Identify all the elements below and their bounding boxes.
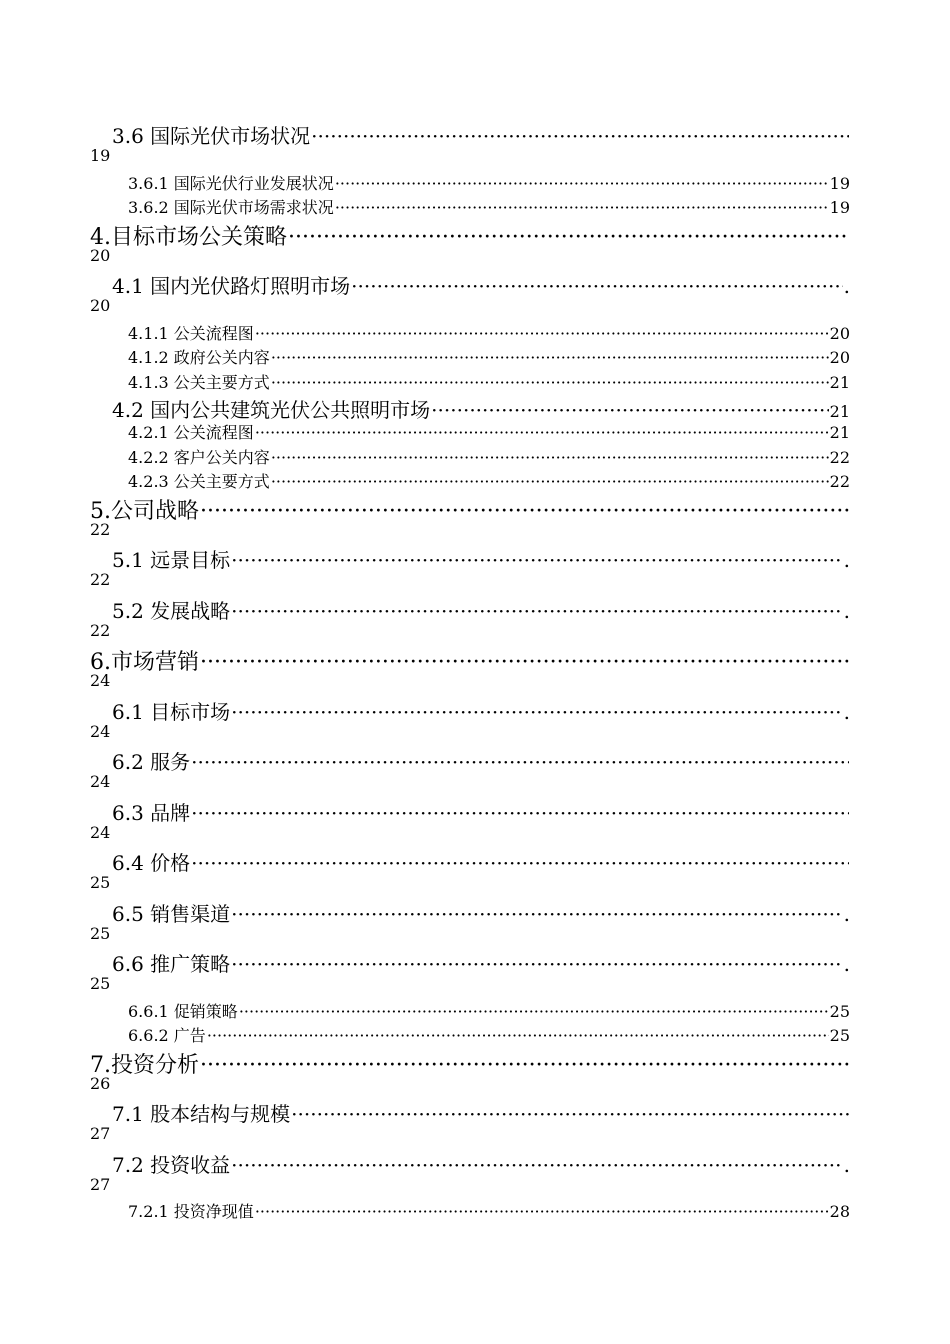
leader-end-mark: . (843, 598, 850, 623)
toc-entry-title: 6.6.2 广告 (128, 1026, 206, 1045)
toc-page-number: 20 (829, 323, 850, 343)
toc-entry-title: 6.2 服务 (112, 750, 191, 774)
dot-leader (200, 499, 849, 524)
toc-entry-title: 6.6.1 促销策略 (128, 1001, 238, 1021)
dot-leader (335, 174, 829, 193)
dot-leader (271, 348, 829, 367)
leader-end-mark: . (843, 1152, 850, 1177)
toc-entry-title: 6.1 目标市场 (112, 699, 231, 724)
dot-leader (200, 650, 849, 675)
toc-entry-line (112, 544, 850, 573)
toc-entry-line (128, 345, 850, 368)
toc-entry-line (128, 195, 850, 218)
toc-page-number: 20 (829, 348, 850, 367)
toc-entry-title: 7.2.1 投资净现值 (128, 1202, 254, 1221)
toc-entry-line (112, 1098, 850, 1127)
toc-entry-line (90, 220, 850, 251)
toc-entry-title: 4.1.1 公关流程图 (128, 323, 254, 343)
toc-entry-line (128, 445, 850, 468)
toc-page-number: 24 (90, 721, 111, 741)
toc-entry-line (128, 321, 850, 344)
toc-entry-line (128, 1199, 850, 1222)
dot-leader (255, 324, 829, 343)
toc-page-number: 21 (829, 402, 850, 421)
toc-entry-title: 7.2 投资收益 (112, 1152, 231, 1177)
dot-leader (231, 700, 842, 724)
toc-entry-title: 3.6.2 国际光伏市场需求状况 (128, 198, 334, 217)
toc-page-number: 20 (90, 296, 111, 315)
toc-entry-title: 7.1 股本结构与规模 (112, 1102, 291, 1126)
dot-leader (191, 851, 849, 875)
toc-entry-line (90, 494, 850, 525)
leader-end-mark: . (843, 901, 850, 926)
toc-entry-line (112, 595, 850, 624)
toc-entry-line (112, 696, 850, 725)
toc-entry-line (128, 370, 850, 393)
toc-page-number: 25 (90, 873, 111, 892)
dot-leader (431, 398, 828, 422)
toc-page-number: 22 (90, 620, 111, 640)
toc-entry-line (128, 469, 850, 492)
toc-page-number: 25 (90, 974, 111, 993)
toc-page-number: 26 (90, 1073, 111, 1093)
toc-entry-title: 6.6 推广策略 (112, 952, 231, 976)
dot-leader (351, 274, 842, 298)
leader-end-mark: . (843, 274, 850, 298)
toc-entry-title: 3.6 国际光伏市场状况 (112, 124, 311, 148)
toc-entry-line (112, 948, 850, 977)
toc-page-number: 22 (90, 519, 111, 539)
toc-entry-line (112, 394, 850, 423)
dot-leader (271, 448, 829, 467)
dot-leader (231, 1153, 842, 1177)
toc-page-number: 19 (829, 198, 850, 217)
dot-leader (335, 198, 829, 217)
toc-page-number: 27 (90, 1174, 111, 1194)
dot-leader (200, 1053, 849, 1078)
toc-entry-line (112, 797, 850, 826)
toc-entry-line (90, 1048, 850, 1079)
toc-entry-title: 4.1 国内光伏路灯照明市场 (112, 274, 351, 298)
toc-page-number: 19 (90, 146, 111, 165)
toc-page-number: 22 (829, 447, 850, 467)
toc-entry-line (128, 420, 850, 443)
toc-entry-line (112, 898, 850, 927)
toc-entry-title: 5.公司战略 (90, 498, 199, 524)
dot-leader (255, 423, 829, 442)
toc-page-number: 21 (829, 423, 850, 442)
dot-leader (231, 599, 842, 623)
toc-entry-title: 6.3 品牌 (112, 800, 191, 825)
toc-entry-line (128, 999, 850, 1022)
dot-leader (271, 472, 829, 491)
dot-leader (288, 225, 849, 250)
toc-entry-title: 6.5 销售渠道 (112, 901, 231, 926)
dot-leader (231, 952, 842, 976)
toc-page-number: 20 (90, 245, 111, 265)
toc-entry-title: 6.4 价格 (112, 851, 191, 875)
toc-entry-line (112, 270, 850, 299)
toc-page-number: 27 (90, 1124, 111, 1143)
toc-entry-line (128, 1023, 850, 1046)
toc-page-number: 25 (829, 1026, 850, 1045)
toc-entry-title: 7.投资分析 (90, 1052, 199, 1078)
toc-entry-title: 5.2 发展战略 (112, 598, 231, 623)
toc-page-number: 24 (90, 772, 111, 791)
toc-page-number: 24 (90, 671, 111, 690)
toc-page-number: 28 (829, 1202, 850, 1221)
dot-leader (191, 801, 849, 825)
toc-page-number: 25 (90, 923, 111, 943)
toc-entry-line (112, 1149, 850, 1178)
toc-entry-title: 4.1.3 公关主要方式 (128, 372, 270, 392)
toc-page-number: 24 (90, 822, 111, 842)
dot-leader (191, 750, 849, 774)
leader-end-mark: . (843, 699, 850, 724)
toc-entry-line (90, 645, 850, 676)
dot-leader (255, 1202, 829, 1221)
dot-leader (231, 902, 842, 926)
toc-entry-line (112, 120, 850, 149)
toc-page-number: 22 (90, 570, 111, 589)
dot-leader (207, 1026, 829, 1045)
dot-leader (311, 124, 849, 148)
toc-page-number: 19 (829, 173, 850, 193)
toc-page-number: 22 (829, 472, 850, 491)
toc-entry-title: 6.市场营销 (90, 650, 199, 675)
toc-entry-title: 5.1 远景目标 (112, 548, 231, 572)
toc-entry-title: 4.2.3 公关主要方式 (128, 472, 270, 491)
toc-entry-line (112, 847, 850, 876)
toc-entry-line (128, 171, 850, 194)
leader-end-mark: . (843, 952, 850, 976)
dot-leader (231, 548, 842, 572)
leader-end-mark: . (843, 548, 850, 572)
toc-entry-title: 3.6.1 国际光伏行业发展状况 (128, 173, 334, 193)
toc-page-number: 25 (829, 1001, 850, 1021)
toc-entry-title: 4.1.2 政府公关内容 (128, 348, 270, 367)
dot-leader (291, 1102, 849, 1126)
toc-entry-title: 4.2 国内公共建筑光伏公共照明市场 (112, 398, 431, 422)
toc-entry-title: 4.2.2 客户公关内容 (128, 447, 270, 467)
toc-page-number: 21 (829, 372, 850, 392)
toc-entry-line (112, 746, 850, 775)
toc-entry-title: 4.2.1 公关流程图 (128, 423, 254, 442)
dot-leader (271, 373, 829, 392)
toc-entry-title: 4.目标市场公关策略 (90, 224, 287, 250)
dot-leader (239, 1002, 829, 1021)
